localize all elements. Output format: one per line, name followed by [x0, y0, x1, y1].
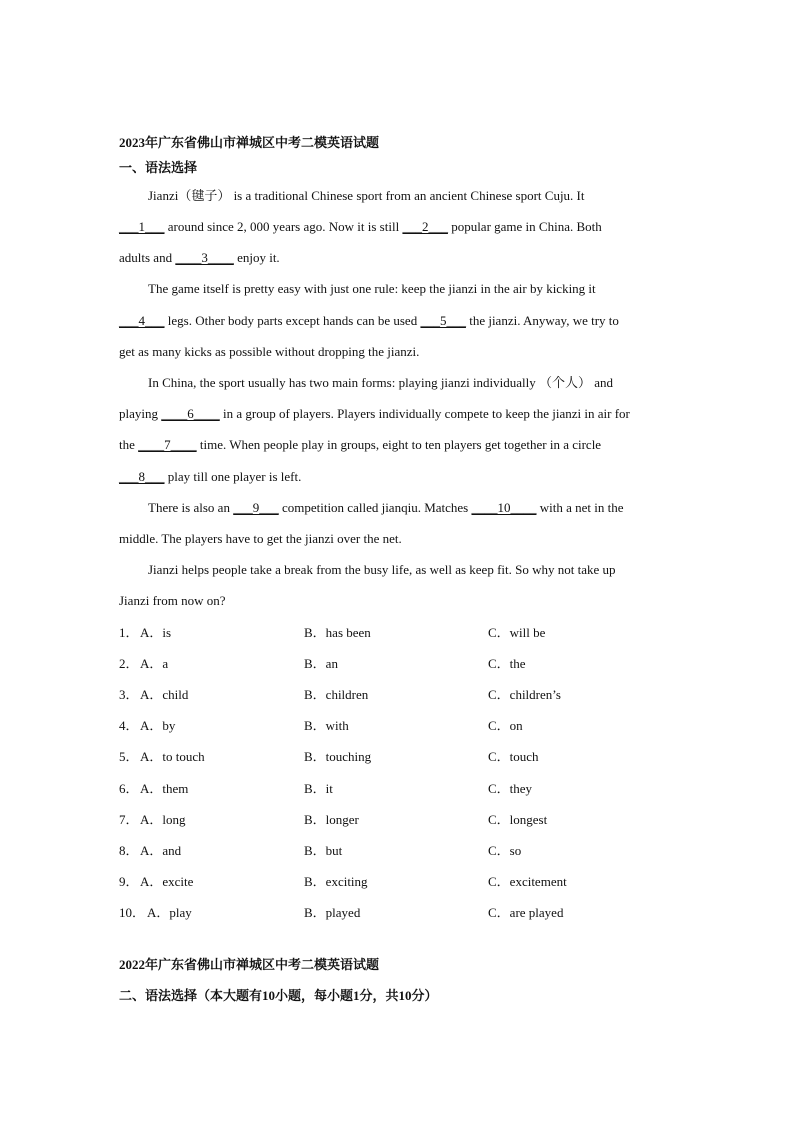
question-number: 1． [119, 625, 139, 640]
option-row [119, 685, 679, 705]
blank-6: ____6____ [161, 406, 220, 421]
passage-line: ___8___ play till one player is left. [119, 469, 302, 484]
blank-4: ___4___ [119, 313, 165, 328]
option-b[interactable]: B．children [304, 687, 369, 702]
question-number: 5． [119, 749, 139, 764]
passage-line: In China, the sport usually has two main forms: playing jianzi individually （个人） and [148, 375, 614, 390]
passage-line: middle. The players have to get the jianzi over the net. [119, 531, 402, 546]
exam-title-2023: 2023年广东省佛山市禅城区中考二模英语试题 [119, 135, 380, 150]
question-number: 4． [119, 718, 139, 733]
question-number: 10． [119, 905, 146, 920]
option-c[interactable]: C．they [488, 781, 533, 796]
option-row [119, 779, 679, 799]
option-c[interactable]: C．touch [488, 749, 539, 764]
option-b[interactable]: B．has been [304, 625, 371, 640]
blank-3: ____3____ [175, 250, 234, 265]
blank-2: ___2___ [402, 219, 448, 234]
option-c[interactable]: C．excitement [488, 874, 567, 889]
option-a[interactable]: A．a [140, 656, 169, 671]
option-row [119, 623, 679, 643]
option-a[interactable]: A．child [140, 687, 189, 702]
option-c[interactable]: C．the [488, 656, 526, 671]
passage-line: the ____7____ time. When people play in groups, eight to ten players get together in a circle [119, 437, 602, 452]
option-row [119, 810, 679, 830]
option-row [119, 716, 679, 736]
option-b[interactable]: B．with [304, 718, 349, 733]
option-row [119, 903, 679, 923]
passage-line: The game itself is pretty easy with just one rule: keep the jianzi in the air by kicking it [148, 281, 596, 296]
passage-line: There is also an ___9___ competition called jianqiu. Matches ____10____ with a net in the [148, 500, 624, 515]
option-b[interactable]: B．longer [304, 812, 359, 827]
question-number: 6． [119, 781, 139, 796]
option-row [119, 841, 679, 861]
question-number: 8． [119, 843, 139, 858]
option-b[interactable]: B．but [304, 843, 343, 858]
blank-1: ___1___ [119, 219, 165, 234]
question-number: 9． [119, 874, 139, 889]
blank-5: ___5___ [420, 313, 466, 328]
question-number: 7． [119, 812, 139, 827]
option-b[interactable]: B．an [304, 656, 338, 671]
option-c[interactable]: C．are played [488, 905, 564, 920]
option-a[interactable]: A．them [140, 781, 189, 796]
blank-7: ____7____ [138, 437, 197, 452]
option-c[interactable]: C．will be [488, 625, 546, 640]
option-a[interactable]: A．and [140, 843, 182, 858]
section-heading-grammar: 一、语法选择 [119, 160, 198, 175]
option-a[interactable]: A．by [140, 718, 176, 733]
option-c[interactable]: C．children’s [488, 687, 561, 702]
exam-title-2022: 2022年广东省佛山市禅城区中考二模英语试题 [119, 957, 380, 972]
option-b[interactable]: B．exciting [304, 874, 368, 889]
passage-line: get as many kicks as possible without dropping the jianzi. [119, 344, 420, 359]
passage-line: Jianzi from now on? [119, 593, 226, 608]
section-heading-grammar-2: 二、语法选择（本大题有10小题，每小题1分，共10分） [119, 988, 438, 1003]
blank-10: ____10____ [471, 500, 537, 515]
option-b[interactable]: B．played [304, 905, 361, 920]
option-row [119, 654, 679, 674]
option-row [119, 872, 679, 892]
option-a[interactable]: A．to touch [140, 749, 205, 764]
option-a[interactable]: A．is [140, 625, 172, 640]
blank-8: ___8___ [119, 469, 165, 484]
option-c[interactable]: C．longest [488, 812, 548, 827]
passage-line: ___1___ around since 2, 000 years ago. Now it is still ___2___ popular game in China. Both [119, 219, 602, 234]
passage-line: playing ____6____ in a group of players. Players individually compete to keep the jianzi in air for [119, 406, 630, 421]
option-b[interactable]: B．it [304, 781, 333, 796]
question-number: 2． [119, 656, 139, 671]
question-number: 3． [119, 687, 139, 702]
option-a[interactable]: A．excite [140, 874, 194, 889]
passage-line: Jianzi（毽子） is a traditional Chinese sport from an ancient Chinese sport Cuju. It [148, 188, 585, 203]
passage-line: adults and ____3____ enjoy it. [119, 250, 280, 265]
passage-line: ___4___ legs. Other body parts except hands can be used ___5___ the jianzi. Anyway, we try to [119, 313, 619, 328]
option-c[interactable]: C．on [488, 718, 523, 733]
option-a[interactable]: A．play [147, 905, 192, 920]
option-b[interactable]: B．touching [304, 749, 372, 764]
option-a[interactable]: A．long [140, 812, 186, 827]
option-row [119, 747, 679, 767]
option-c[interactable]: C．so [488, 843, 522, 858]
passage-line: Jianzi helps people take a break from the busy life, as well as keep fit. So why not take up [148, 562, 616, 577]
blank-9: ___9___ [233, 500, 279, 515]
